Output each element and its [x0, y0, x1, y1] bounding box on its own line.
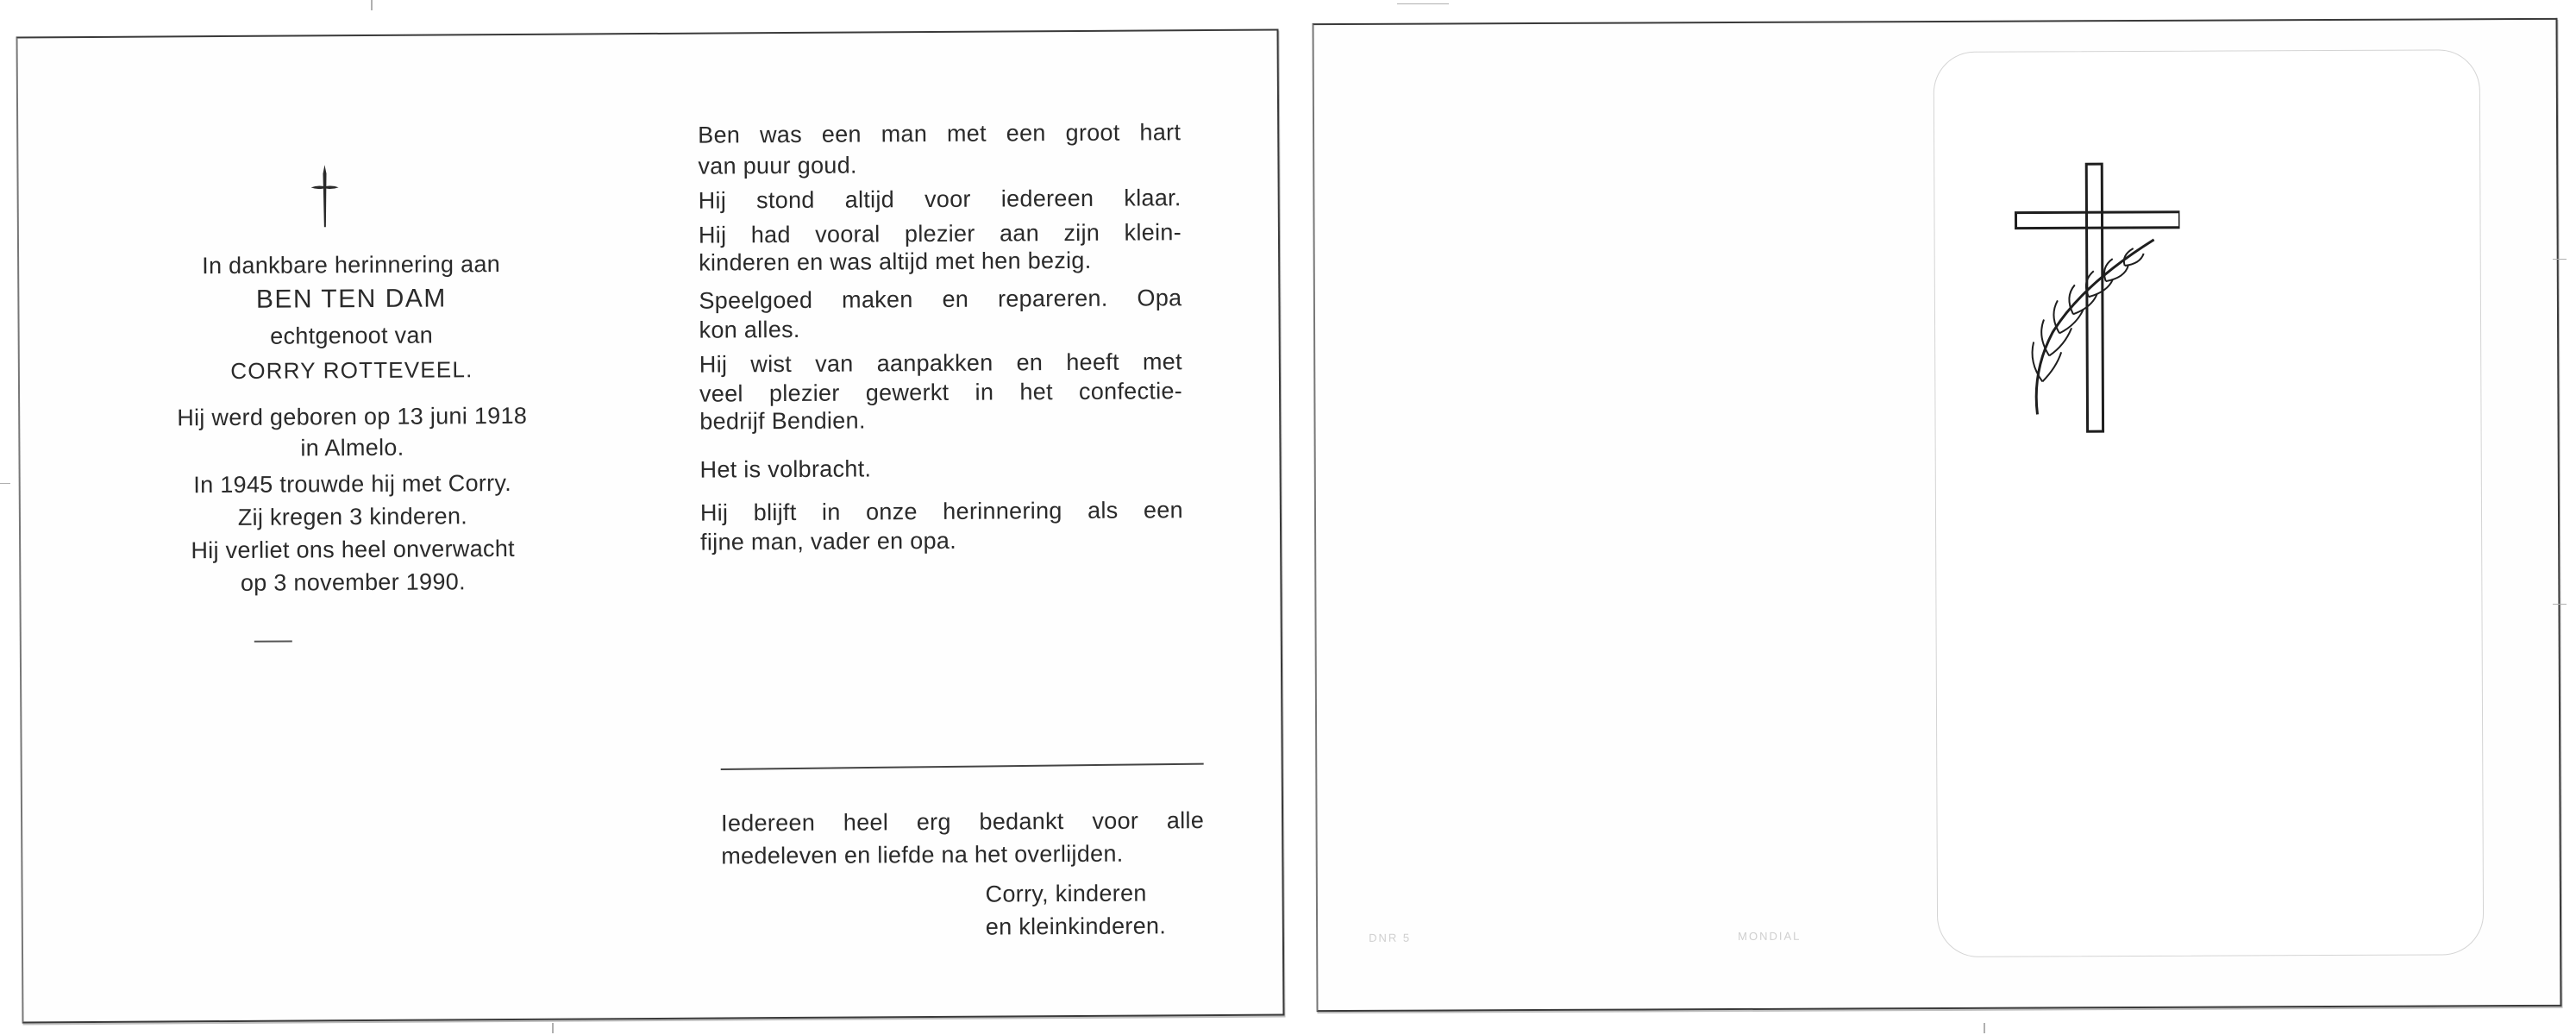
- text-line: Ben was een man met een groot hart: [698, 119, 1181, 148]
- cross-with-palm-icon: [2007, 155, 2180, 449]
- intro-line: In dankbare herinnering aan: [202, 251, 501, 279]
- bio-line: op 3 november 1990.: [240, 568, 466, 596]
- thanks-line: medeleven en liefde na het overlijden.: [721, 840, 1124, 869]
- text-line: van puur goud.: [698, 152, 857, 179]
- signature-line: Corry, kinderen: [985, 880, 1147, 907]
- divider-line: [721, 763, 1204, 770]
- small-cross-icon: [307, 161, 342, 230]
- scan-mark: [0, 483, 10, 484]
- text-line: Het is volbracht.: [699, 455, 872, 483]
- text-line: Hij wist van aanpakken en heeft met: [699, 348, 1182, 378]
- deceased-name: BEN TEN DAM: [255, 284, 447, 314]
- spouse-name: CORRY ROTTEVEEL.: [230, 356, 473, 384]
- text-line: Hij had vooral plezier aan zijn klein-: [698, 219, 1182, 248]
- text-line: kon alles.: [699, 316, 800, 343]
- personal-details: [100, 34, 600, 596]
- text-line: Speelgoed maken en repareren. Opa: [699, 285, 1182, 314]
- scan-mark: [2553, 259, 2567, 260]
- bio-line: in Almelo.: [300, 434, 404, 461]
- tribute-text: [698, 31, 1215, 555]
- text-line: bedrijf Bendien.: [699, 407, 866, 435]
- text-line: Hij stond altijd voor iedereen klaar.: [698, 185, 1181, 214]
- text-line: fijne man, vader en opa.: [700, 527, 957, 555]
- publisher-imprint: MONDIAL: [1738, 929, 1802, 944]
- scan-mark: [1984, 1023, 1985, 1033]
- printer-imprint: DNR 5: [1369, 931, 1412, 944]
- text-line: kinderen en was altijd met hen bezig.: [699, 247, 1092, 276]
- text-line: veel plezier gewerkt in het confectie-: [699, 378, 1183, 407]
- bio-line: Hij verliet ons heel onverwacht: [191, 535, 515, 564]
- text-line: Hij blijft in onze herinnering als een: [699, 497, 1183, 526]
- spouse-label: echtgenoot van: [270, 322, 434, 349]
- scan-mark: [371, 0, 373, 10]
- separator-dash: [254, 641, 292, 643]
- signature-line: en kleinkinderen.: [985, 913, 1167, 940]
- scan-mark: [552, 1023, 554, 1033]
- bio-line: In 1945 trouwde hij met Corry.: [193, 469, 512, 499]
- memorial-card-inner: [16, 29, 1285, 1024]
- scan-mark: [1397, 3, 1449, 4]
- image-frame: [1369, 49, 2485, 957]
- scan-mark: [2553, 604, 2567, 605]
- bio-line: Zij kregen 3 kinderen.: [237, 503, 468, 530]
- memorial-card-cover: [1313, 18, 2562, 1012]
- thanks-line: Iedereen heel erg bedankt voor alle: [721, 807, 1205, 837]
- bio-line: Hij werd geboren op 13 juni 1918: [177, 402, 528, 431]
